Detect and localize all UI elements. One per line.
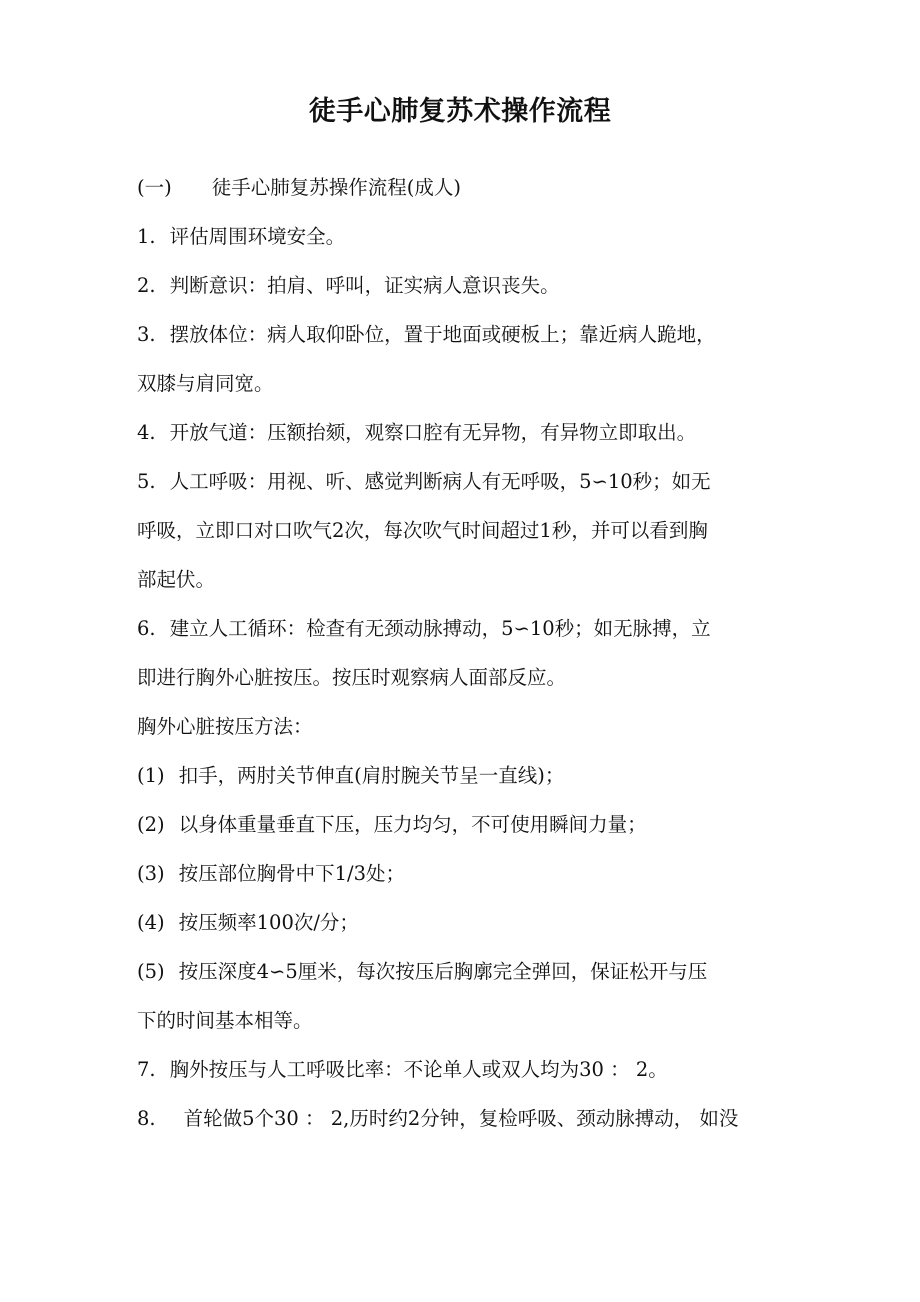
- substep-text: 扣手，两肘关节伸直(肩肘腕关节呈一直线)；: [178, 764, 565, 787]
- substep-number: (3): [137, 862, 165, 885]
- step-number: 2.: [137, 274, 156, 297]
- section-heading: [137, 163, 797, 212]
- continuation-text: 即进行胸外心脏按压。按压时观察病人面部反应。: [137, 666, 567, 689]
- substep-number: (5): [137, 960, 165, 983]
- substep-line: [137, 751, 797, 800]
- substep-line: [137, 849, 797, 898]
- step-text: 建立人工循环：检查有无颈动脉搏动，5∽10秒；如无脉搏，立: [169, 617, 711, 640]
- step-number: 3.: [137, 323, 156, 346]
- substep-number: (4): [137, 911, 165, 934]
- step-text: 判断意识：拍肩、呼叫，证实病人意识丧失。: [169, 274, 560, 297]
- continuation-text: 下的时间基本相等。: [137, 1009, 313, 1032]
- step-number: 4.: [137, 421, 156, 444]
- step-number: 6.: [137, 617, 156, 640]
- step-text: 胸外按压与人工呼吸比率：不论单人或双人均为30 ： 2。: [169, 1058, 668, 1081]
- step-line: [137, 1045, 797, 1094]
- substep-text: 按压深度4∽5厘米，每次按压后胸廓完全弹回，保证松开与压: [178, 960, 708, 983]
- substep-line: [137, 800, 797, 849]
- step-number: 5.: [137, 470, 156, 493]
- substep-line: [137, 898, 797, 947]
- continuation-line: [137, 653, 797, 702]
- section-heading-text: 徒手心肺复苏操作流程(成人): [211, 176, 461, 199]
- step-line: [137, 310, 797, 359]
- subheading-line: [137, 702, 797, 751]
- section-marker: (一): [137, 176, 172, 199]
- substep-number: (2): [137, 813, 165, 836]
- continuation-line: [137, 996, 797, 1045]
- continuation-text: 部起伏。: [137, 568, 216, 591]
- continuation-line: [137, 506, 797, 555]
- document-body: [137, 163, 797, 1143]
- continuation-line: [137, 359, 797, 408]
- subheading-text: 胸外心脏按压方法：: [137, 715, 313, 738]
- step-number: 8.: [137, 1107, 156, 1130]
- continuation-line: [137, 555, 797, 604]
- step-line: [137, 261, 797, 310]
- step-line: [137, 457, 797, 506]
- step-line: [137, 212, 797, 261]
- step-text: 评估周围环境安全。: [169, 225, 346, 248]
- step-text: 摆放体位：病人取仰卧位，置于地面或硬板上；靠近病人跪地，: [169, 323, 716, 346]
- step-line: [137, 1094, 797, 1143]
- substep-number: (1): [137, 764, 165, 787]
- substep-text: 以身体重量垂直下压，压力均匀，不可使用瞬间力量；: [178, 813, 647, 836]
- continuation-text: 呼吸，立即口对口吹气2次，每次吹气时间超过1秒，并可以看到胸: [137, 519, 708, 542]
- substep-text: 按压频率100次/分；: [178, 911, 359, 934]
- step-number: 7.: [137, 1058, 156, 1081]
- step-line: [137, 604, 797, 653]
- continuation-text: 双膝与肩同宽。: [137, 372, 274, 395]
- step-text: 首轮做5个30 ： 2,历时约2分钟，复检呼吸、颈动脉搏动， 如没: [183, 1107, 739, 1130]
- step-text: 人工呼吸：用视、听、感觉判断病人有无呼吸，5∽10秒；如无: [169, 470, 711, 493]
- step-number: 1.: [137, 225, 156, 248]
- step-line: [137, 408, 797, 457]
- document-title: 徒手心肺复苏术操作流程: [308, 96, 612, 127]
- substep-text: 按压部位胸骨中下1/3处；: [178, 862, 406, 885]
- substep-line: [137, 947, 797, 996]
- step-text: 开放气道：压额抬颏，观察口腔有无异物，有异物立即取出。: [169, 421, 697, 444]
